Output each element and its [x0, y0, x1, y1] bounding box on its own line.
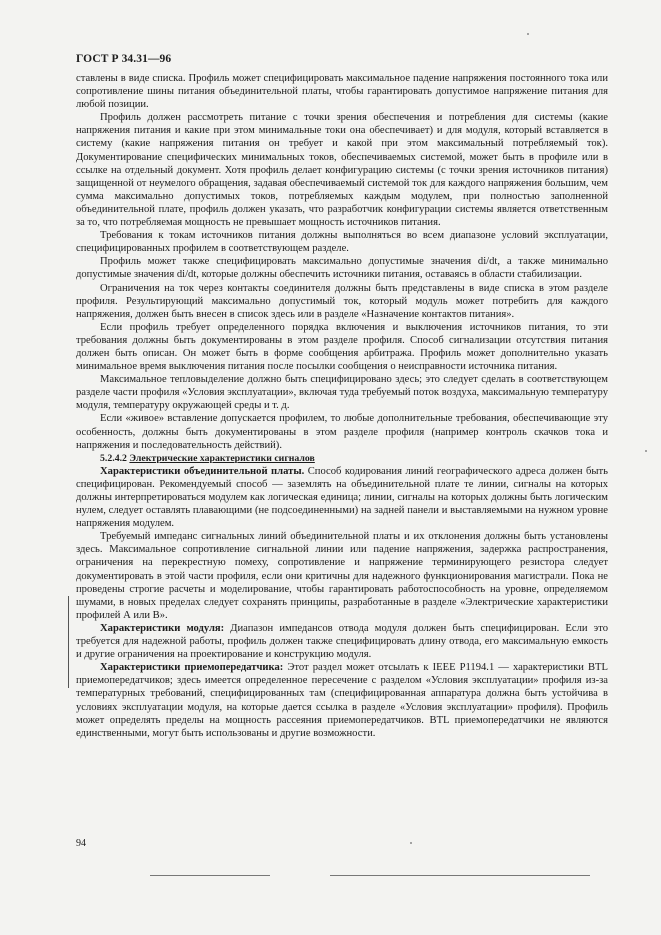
paragraph-backplane — [76, 465, 608, 530]
margin-change-bar — [68, 596, 69, 688]
paragraph-2: Профиль должен рассмотреть питание с точки зрения обеспечения и потребления для системы (какие напряжения питания и какие при этом минимальные токи она обеспечивает) и для модуля, который вставляется в систему (какие напряжения питания он требует и какой при этом максимальный потребляемый ток). Документирование специфических минимальных токов, обеспечиваемых системой, может быть в профиле или в ссылке на отдельный документ. Хотя профиль делает конфигурацию системы (с точки зрения источников питания) защищенной от неумелого обращения, задавая обеспечиваемый системой ток для каждого напряжения большим, чем сумма максимально допустимых токов, потребляемых каждым модулем, при полностью заполненной объединительной плате, профиль должен указать, что разработчик конфигурации системы является ответственным за то, что потребляемая мощность не превышает мощность источников питания. — [76, 112, 608, 229]
lead-module: Характеристики модуля: — [100, 622, 225, 634]
paragraph-1: ставлены в виде списка. Профиль может специфицировать максимальное падение напряжения постоянного тока или сопротивление шины питания объединительной платы, чтобы гарантировать допустимое напряжение питания для любой позиции. — [76, 73, 608, 111]
subsection-heading — [76, 452, 608, 465]
paragraph-7: Максимальное тепловыделение должно быть специфицировано здесь; это следует сделать в соответствующем разделе части профиля «Условия эксплуатации», включая туда требуемый поток воздуха, максимальную температуру модуля, температуру окружающей среды и т. д. — [76, 374, 608, 412]
page-number: 94 — [76, 838, 86, 849]
scan-speck — [645, 450, 647, 452]
subsection-number: 5.2.4.2 — [100, 452, 127, 464]
paragraph-module — [76, 622, 608, 661]
text-backplane: Способ кодирования линий географического адреса должен быть специфицирован. Рекомендуемый способ — заземлять на объединительной плате те линии, сигналы на которых должны интерпретироваться модулем как логическая единица; линии, сигналы на которых должны быть логическим нулем, следует оставлять плавающими (не подсоединенными) на задней панели и выставляемыми на нужном уровне напряжения модулем. — [76, 465, 608, 530]
paragraph-5: Ограничения на ток через контакты соединителя должны быть представлены в виде списка в этом разделе профиля. Результирующий максимально допустимый ток, который модуль может потребить для каждого напряжения, должен быть внесен в список здесь или в разделе «Назначение контактов питания». — [76, 282, 608, 320]
paragraph-impedance — [76, 530, 608, 622]
text-module: Диапазон импедансов отвода модуля должен быть специфицирован. Если это требуется для надежной работы, профиль должен также специфицировать длину отвода, его максимальную емкость и другие ограничения на проектирование и конструкцию модуля. — [76, 622, 609, 661]
paragraph-transceiver — [76, 661, 608, 740]
standard-header: ГОСТ Р 34.31—96 — [76, 53, 172, 65]
scan-edge-line — [330, 875, 590, 876]
paragraph-3: Требования к токам источников питания должны выполняться во всем диапазоне условий эксплуатации, специфицированных профилем в соответствующем разделе. — [76, 230, 608, 255]
paragraph-4: Профиль может также специфицировать максимально допустимые значения di/dt, а также минимально допустимые значения di/dt, которые должны обеспечить источники питания, оставаясь в области стабилизации. — [76, 256, 608, 281]
paragraph-6: Если профиль требует определенного порядка включения и выключения источников питания, то эти требования должны быть документированы в этом разделе профиля. Способ сигнализации отсутствия питания должен быть описан. Он может быть в форме сообщения арбитража. Профиль может дополнительно указать минимальное время выключения питания после посылки сообщения о неисправности источника питания. — [76, 321, 608, 373]
subsection-title: Электрические характеристики сигналов — [129, 452, 315, 464]
scan-speck — [410, 842, 412, 844]
scan-edge-line — [150, 875, 270, 876]
document-body — [76, 72, 608, 740]
text-transceiver: Этот раздел может отсылать к IEEE P1194.1 — характеристики BTL приемопередатчиков; здесь имеется определенное пересечение с разделом «Условия эксплуатации» профиля из-за температурных требований, специфицированных там (специфицированная аппаратура должна быть устойчива в условиях эксплуатации модуля, на которые дается ссылка в разделе «Условия эксплуатации» профиля). Профиль может определять пределы на мощность рассеяния приемопередатчиков. BTL приемопередатчики не являются единственными, могут быть использованы и другие возможности. — [76, 662, 609, 739]
lead-transceiver: Характеристики приемопередатчика: — [100, 662, 284, 674]
lead-backplane: Характеристики объединительной платы. — [100, 465, 305, 477]
text-impedance: Требуемый импеданс сигнальных линий объединительной платы и их отклонения должны быть установлены здесь. Максимальное сопротивление сигнальной линии или падение напряжения, задержка распространения, ограничения на перекрестную помеху, сопротивление и напряжение терминирующего резистора следует документировать в этой части профиля, если они критичны для надежного функционирования магистрали. Пока не проведены строгие расчеты и моделирование, чтобы гарантировать работоспособность на уровне, определяемом шумами, в новых пределах следует сохранять принципы, разработанные в разделе «Электрические характеристики профилей А или В». — [76, 531, 608, 621]
paragraph-8: Если «живое» вставление допускается профилем, то любые дополнительные требования, обеспечивающие эту особенность, должны быть документированы в этом разделе профиля (например контроль скачков тока и напряжения и последовательность действий). — [76, 413, 608, 451]
scan-speck — [527, 33, 529, 35]
